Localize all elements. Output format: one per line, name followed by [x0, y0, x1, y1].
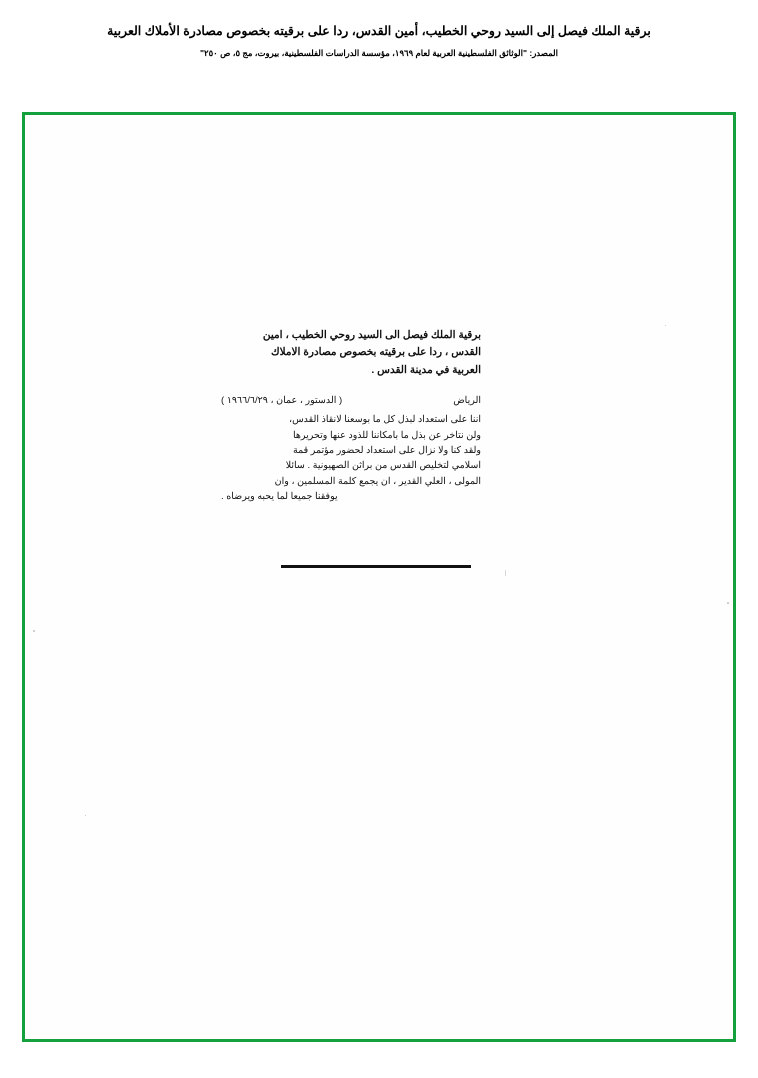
telegram-body: [221, 412, 481, 504]
page-title: برقية الملك فيصل إلى السيد روحي الخطيب، أمين القدس، ردا على برقيته بخصوص مصادرة الأملاك العربية: [107, 24, 651, 38]
scan-speckle: [727, 602, 729, 604]
telegram-heading-line: العربية في مدينة القدس .: [371, 363, 481, 376]
telegram-heading-line: برقية الملك فيصل الى السيد روحي الخطيب ، امين: [262, 329, 481, 341]
telegram-heading: [221, 327, 481, 379]
source-citation: المصدر: "الوثائق الفلسطينية العربية لعام ١٩٦٩، مؤسسة الدراسات الفلسطينية، بيروت، مج ٥، ص ٢٥٠": [199, 47, 559, 58]
telegram-body-line: يوفقنا جميعا لما يحبه ويرضاه .: [221, 491, 338, 502]
page-header: [0, 0, 758, 60]
telegram-body-line: ولن نتاخر عن بذل ما بامكاننا للذود عنها وتحريرها: [293, 429, 481, 441]
telegram-dateline: ( الدستور ، عمان ، ١٩٦٦/٦/٢٩ ): [221, 394, 343, 406]
telegram-heading-line: القدس ، ردا على برقيته بخصوص مصادرة الاملاك: [271, 346, 481, 359]
telegram-body-line: اننا على استعداد لبذل كل ما بوسعنا لانقاذ القدس،: [289, 414, 481, 426]
document-frame: [22, 112, 736, 1042]
telegram-body-line: المولى ، العلي القدير ، ان يجمع كلمة المسلمين ، وان: [274, 475, 481, 487]
horizontal-rule: [281, 565, 471, 568]
telegram-body-line: اسلامي لتخليص القدس من براثن الصهيونية . سائلا: [285, 460, 481, 472]
telegram-place: الرياض: [453, 394, 481, 406]
telegram-text-block: [221, 327, 481, 504]
scan-speckle: [505, 570, 506, 576]
telegram-meta: [221, 393, 481, 408]
scan-speckle: [33, 630, 35, 632]
scanned-sheet: [25, 115, 733, 1039]
scan-speckle: [85, 815, 86, 816]
scan-speckle: [665, 325, 666, 326]
telegram-body-line: ولقد كنا ولا نزال على استعداد لحضور مؤتمر قمة: [292, 444, 481, 456]
